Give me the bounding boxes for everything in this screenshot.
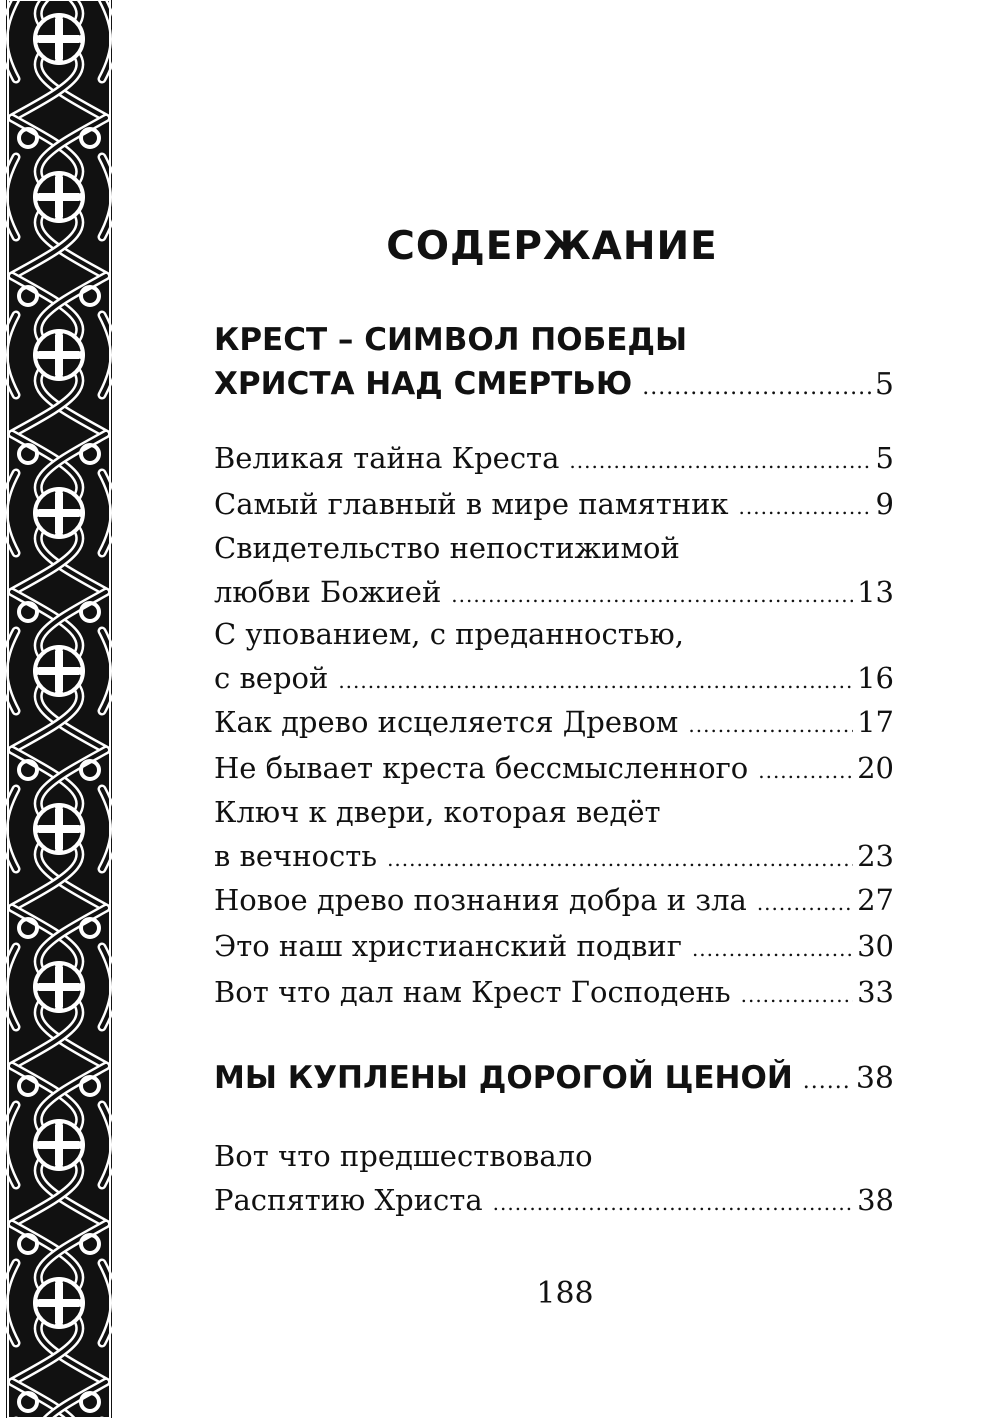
- cross-tip: [77, 1299, 85, 1307]
- toc-page-number: 23: [857, 839, 894, 873]
- toc-page-number: 5: [874, 367, 894, 402]
- cross-tip: [77, 509, 85, 517]
- cross-tip: [55, 689, 63, 697]
- cross-tip: [55, 1321, 63, 1329]
- dot-leader: [803, 1060, 852, 1104]
- dot-leader: [569, 439, 871, 483]
- dot-leader: [642, 366, 871, 410]
- dot-leader: [741, 973, 853, 1017]
- cross-icon: [39, 825, 79, 833]
- toc-entry-title: Не бывает креста бессмысленного: [214, 751, 749, 785]
- toc-entry-title-line: КРЕСТ – СИМВОЛ ПОБЕДЫ: [214, 322, 688, 358]
- cross-icon: [39, 35, 79, 43]
- toc-entry-title-line: Вот что предшествовало: [214, 1139, 593, 1173]
- cross-tip: [55, 215, 63, 223]
- dot-leader: [493, 1181, 853, 1225]
- cross-tip: [33, 1141, 41, 1149]
- toc-entry-title: МЫ КУПЛЕНЫ ДОРОГОЙ ЦЕНОЙ: [214, 1060, 793, 1096]
- cross-tip: [55, 373, 63, 381]
- cross-tip: [33, 35, 41, 43]
- cross-icon: [39, 1141, 79, 1149]
- cross-tip: [33, 351, 41, 359]
- toc-entry[interactable]: [214, 1134, 894, 1225]
- cross-tip: [55, 329, 63, 337]
- toc-page-number: 9: [875, 487, 894, 521]
- toc-page-number: 38: [857, 1183, 894, 1217]
- toc-entry-title: Вот что дал нам Крест Господень: [214, 975, 731, 1009]
- cross-tip: [77, 1141, 85, 1149]
- toc-page-number: 17: [857, 705, 894, 739]
- cross-tip: [55, 961, 63, 969]
- toc-entry[interactable]: [214, 700, 894, 747]
- cross-icon: [39, 193, 79, 201]
- toc-entry[interactable]: [214, 482, 894, 529]
- cross-tip: [55, 1005, 63, 1013]
- cross-icon: [39, 351, 79, 359]
- cross-tip: [55, 531, 63, 539]
- toc-entry-title: Новое древо познания добра и зла: [214, 883, 747, 917]
- dot-leader: [338, 659, 853, 703]
- toc-entry[interactable]: [214, 746, 894, 793]
- toc-page-number: 33: [857, 975, 894, 1009]
- cross-tip: [77, 667, 85, 675]
- toc-page-number: 16: [857, 661, 894, 695]
- dot-leader: [451, 573, 853, 617]
- toc-entry-title: Как древо исцеляется Древом: [214, 705, 679, 739]
- toc-entry[interactable]: [214, 878, 894, 925]
- cross-tip: [55, 1119, 63, 1127]
- cross-tip: [55, 1163, 63, 1171]
- cross-tip: [77, 983, 85, 991]
- dot-leader: [692, 927, 853, 971]
- cross-tip: [77, 825, 85, 833]
- toc-entry-chapter[interactable]: [214, 318, 894, 410]
- toc-page-number: 20: [857, 751, 894, 785]
- toc-entry-title-line: Свидетельство непостижимой: [214, 531, 680, 565]
- cross-tip: [33, 667, 41, 675]
- toc-page-number: 5: [875, 441, 894, 475]
- toc-entry[interactable]: [214, 790, 894, 881]
- cross-tip: [55, 57, 63, 65]
- toc-entry-title-line: в вечность: [214, 839, 378, 873]
- cross-tip: [77, 351, 85, 359]
- cross-tip: [77, 193, 85, 201]
- cross-tip: [33, 1299, 41, 1307]
- toc-entry-title-line: с верой: [214, 661, 329, 695]
- toc-page-number: 13: [857, 575, 894, 609]
- toc-entry[interactable]: [214, 526, 894, 617]
- toc-entry-title: Великая тайна Креста: [214, 441, 560, 475]
- cross-tip: [55, 803, 63, 811]
- decorative-knot-border: [6, 0, 112, 1418]
- cross-tip: [33, 193, 41, 201]
- toc-page-number: 27: [857, 883, 894, 917]
- cross-tip: [55, 13, 63, 21]
- toc-entry-title: Самый главный в мире памятник: [214, 487, 729, 521]
- dot-leader: [757, 881, 853, 925]
- toc-entry[interactable]: [214, 970, 894, 1017]
- page-title: СОДЕРЖАНИЕ: [386, 224, 718, 269]
- toc-entry-title: Это наш христианский подвиг: [214, 929, 682, 963]
- cross-icon: [39, 509, 79, 517]
- cross-tip: [33, 983, 41, 991]
- cross-tip: [55, 1277, 63, 1285]
- cross-icon: [39, 983, 79, 991]
- toc-entry[interactable]: [214, 436, 894, 483]
- dot-leader: [739, 485, 872, 529]
- toc-page-number: 30: [857, 929, 894, 963]
- toc-entry-title-line: Ключ к двери, которая ведёт: [214, 795, 661, 829]
- toc-entry-title-line: Распятию Христа: [214, 1183, 483, 1217]
- cross-tip: [55, 171, 63, 179]
- cross-tip: [55, 847, 63, 855]
- cross-icon: [39, 667, 79, 675]
- cross-tip: [33, 509, 41, 517]
- toc-entry[interactable]: [214, 612, 894, 703]
- toc-entry[interactable]: [214, 924, 894, 971]
- toc-entry-title-line: любви Божией: [214, 575, 442, 609]
- cross-tip: [77, 35, 85, 43]
- cross-tip: [55, 487, 63, 495]
- toc-page-number: 38: [855, 1061, 894, 1096]
- toc-entry-title-line: ХРИСТА НАД СМЕРТЬЮ: [214, 366, 633, 402]
- toc-entry-title-line: С упованием, с преданностью,: [214, 617, 685, 651]
- cross-tip: [33, 825, 41, 833]
- cross-tip: [55, 645, 63, 653]
- page-number: 188: [536, 1276, 594, 1311]
- dot-leader: [387, 837, 853, 881]
- dot-leader: [688, 703, 853, 747]
- cross-icon: [39, 1299, 79, 1307]
- dot-leader: [758, 749, 853, 793]
- toc-entry-chapter[interactable]: [214, 1056, 894, 1104]
